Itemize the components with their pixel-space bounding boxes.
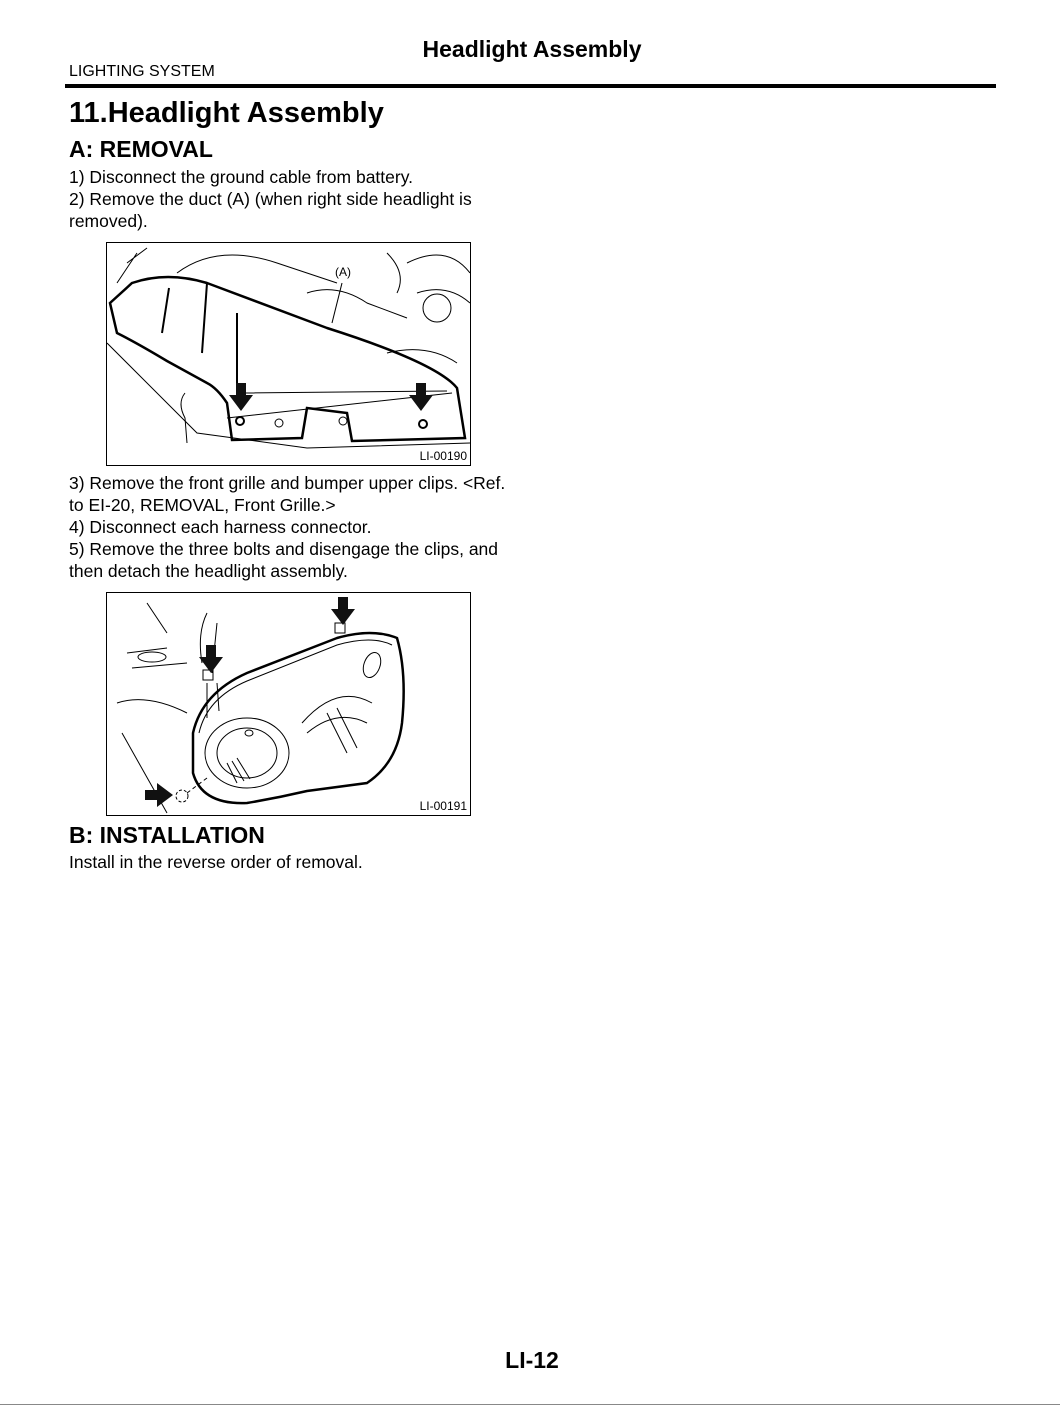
- step-1: 1) Disconnect the ground cable from battery.: [69, 167, 414, 187]
- header-rule: [65, 84, 996, 88]
- callout-a: (A): [335, 265, 351, 279]
- headlight-illustration: [107, 593, 470, 815]
- figure-duct-removal: [106, 242, 471, 466]
- step-2: 2) Remove the duct (A) (when right side headlight is removed).: [69, 189, 472, 231]
- step-4: 4) Disconnect each harness connector.: [69, 517, 372, 537]
- step-3: 3) Remove the front grille and bumper upper clips. <Ref. to EI-20, REMOVAL, Front Grille.>: [69, 473, 506, 515]
- page-title: 11.Headlight Assembly: [69, 97, 384, 129]
- arrow-down-icon: [199, 645, 223, 673]
- page-number: LI-12: [505, 1347, 559, 1373]
- figure-id: LI-00190: [419, 449, 467, 463]
- figure-id: LI-00191: [419, 799, 467, 813]
- installation-heading: B: INSTALLATION: [69, 822, 265, 848]
- arrow-down-icon: [331, 597, 355, 625]
- removal-heading: A: REMOVAL: [69, 136, 213, 162]
- step-5: 5) Remove the three bolts and disengage the clips, and then detach the headlight assembly.: [69, 539, 499, 581]
- figure-headlight-removal: [106, 592, 471, 816]
- arrow-down-icon: [229, 383, 253, 411]
- arrow-right-icon: [145, 783, 173, 807]
- installation-text: Install in the reverse order of removal.: [69, 852, 363, 872]
- duct-illustration: [107, 243, 470, 465]
- arrow-down-icon: [409, 383, 433, 411]
- bottom-rule: [0, 1404, 1060, 1405]
- running-header-title: Headlight Assembly: [422, 36, 642, 62]
- running-header-section: LIGHTING SYSTEM: [69, 63, 215, 80]
